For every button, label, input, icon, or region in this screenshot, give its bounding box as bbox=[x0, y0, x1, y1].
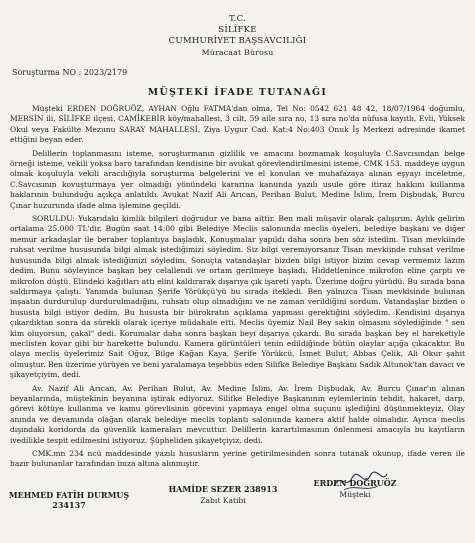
header-office: CUMHURİYET BAŞSAVCILIĞI bbox=[168, 36, 307, 46]
paragraph-statement: SORULDU: Yukarıdaki kimlik bilgileri doğrudur ve bana aittir. Ben mali müşavir olarak çalışırım. Aylık gelirim ortalama 25.000 TL'dir. Bugün saat 14:00 gibi Belediye Meclis salonunda meclis üyeleri, belediye başkanı ve diğer memur arkadaşlar ile beraber toplantıya başladık. Konuşmalar yapıldı daha sonra ben söz istedim. Tisan mevkiinde ruhsat verilme hususunda bilgi almak istediğimizi söyledim. Siz bilgi veremiyorsanız Tisan mevkiinde ruhsat verilme hususunda bilgi almak istediğimizi söyledim. Sonuçta vatandaşlar bizden bilgi istiyor bizim cevap vermemiz lazım dedim. Bunu söyleyince başkan bey celallendi ve ortam gerilmeye başladı. Hiddetlenince mikrofon eline çarptı ve mikrofon düştü. Elindeki kağıtları attı elini kaldırarak dışarıya çık işareti yaptı. Üzerime doğru yürüdü. Bu sırada bana saldırmaya çalıştı. Yanımda bulunan Şerife Yörükçü'yü bu sırada itekledi. Ben yalnızca Tisan mevkisinde bulunan inşaatın durdurulup durdurulmadığını, ruhsatı olup olmadığını ve ne zaman verildiğini sordum. Vatandaşlar bizden o hususta bilgi istiyor dedim. Bu hususta bir bürokratın açıklama yapması gerektiğini söyledim. Kendisini dışarıya çıkardıktan sonra da sürekli olarak içeriye müdahale etti. Meclis üyemiz Nail Bey sakin olmasını söylediğinde " sen kim oluyorsun, çakal" dedi. Korumalar daha sonra başkan beyi dışarıya çıkardı. Bu sırada başkan bey el hareketiyle meclisten kovar gibi bir harekette bulundu. Kamera görüntüleri tenin edildiğinde bütün olaylar açığa çıkacaktır. Bu olaya meclis üyelerimiz Sait Oğuz, Bilge Kağan Kaya, Şerife Yörükcü, İsmet Bulut, Abbas Çelik, Ali Okur şahit olmuştur. Ben üzerime yürüyen ve beni yaralamaya teşebbüs eden Silifke Belediye Başkanı Sadık Altunok'tan davacı ve şikayetçiyim, dedi. bbox=[10, 214, 465, 380]
statement-body bbox=[10, 104, 465, 470]
signature-number: 234137 bbox=[52, 500, 86, 510]
paragraph-lawyers: Av. Nazif Ali Arıcan, Av. Perihan Bulut, Av. Medine İslim, Av. İrem Dişbudak, Av. Burcu Çınar'ın alınan beyanlarında, müştekinin beyanına iştirak ediyoruz. Silifke Belediye Başkanının eylemlerinin tehdit, hakaret, darp, görevi kötüye kullanma ve kamu görevlisinin görevini yapmaya engel olma suçunu işlediğini düşünmekteyiz. Olay anında ve devamında olağan olarak belediye meclis toplantı salonunda kamera aktif halde olmalıdır. Ayrıca meclis dışındaki koridorda da güvenlik kameraları mevcuttur. Delillerin karartılmasının önlenmesi amacıyla bu kayıtların ivedilikle tespit edilmesini istiyoruz. Şüpheliden şikayetçiyiz, dedi. bbox=[10, 383, 465, 445]
signature-name: HAMİDE SEZER 238913 bbox=[168, 484, 278, 494]
signature-name: ERDEN DOĞRUÖZ bbox=[313, 478, 397, 488]
signature-lawyer bbox=[4, 490, 134, 510]
signature-role: Müşteki bbox=[339, 490, 371, 499]
paragraph-closing: CMK.mn 234 ncü maddesinde yazılı hususların yerine getirilmesinden sonra tutanak okunup, ifade veren ile hazır bulunanlar tarafından imza altına alınmıştır. bbox=[10, 449, 465, 469]
signature-complainant bbox=[300, 478, 410, 499]
header-tc: T.C. bbox=[228, 14, 246, 24]
document-title: MÜŞTEKİ İFADE TUTANAĞI bbox=[147, 87, 328, 98]
paragraph-rights: Delillerin toplanmasını isteme, soruşturmanın gizlilik ve amacını bozmamak koşuluyla C.Savcısından belge örneği isteme, vekili yoksa baro tarafından kendisine bir avukat görevlendirilmesini isteme, CMK 153. maddeye uygun olmak koşuluyla vekili aracılığıyla soruşturma belgelerini ve el konulan ve muhafazaya alınan eşyayı inceletme, C.Savcısının kovuşturmaya yer olmadığı yönündeki kararına kanunda yazılı usule göre itiraz hakkını kullanma haklarının bulunduğu açıkça anlatıldı. Avukat Nazif Ali Arıcan, Perihan Bulut, Medine İslim, İrem Dişbudak, Burcu Çınar huzurunda ifade alma işlemine geçildi. bbox=[10, 148, 465, 210]
letterhead bbox=[10, 14, 465, 58]
signature-role: Zabıt Katibi bbox=[200, 496, 246, 505]
signature-clerk bbox=[168, 484, 278, 505]
signature-block bbox=[0, 478, 475, 542]
paragraph-identity: Müşteki ERDEN DOĞRUÖZ, AYHAN Oğlu FATMA'dan olma, Tel No: 0542 621 48 42, 18/07/1964 doğumlu, MERSİN ili, SİLİFKE ilçesi, CAMİKEBİR köy/mahallesi, 3 cilt, 59 aile sıra no, 13 sıra no'da nüfusa kayıtlı, Evli, Yüksek Okul veya Fakülte Mezunu SARAY MAHALLESİ, Ziya Uygur Cad. Kat:4 No:403 Onuk İş Merkezi adresinde ikamet ettiğini beyan eder. bbox=[10, 104, 465, 145]
header-city: SİLİFKE bbox=[218, 25, 257, 35]
signature-name: MEHMED FATİH DURMUŞ bbox=[8, 490, 130, 500]
header-bureau: Müracaat Bürosu bbox=[201, 48, 274, 57]
investigation-number: Soruşturma NO : 2023/2179 bbox=[12, 68, 128, 77]
